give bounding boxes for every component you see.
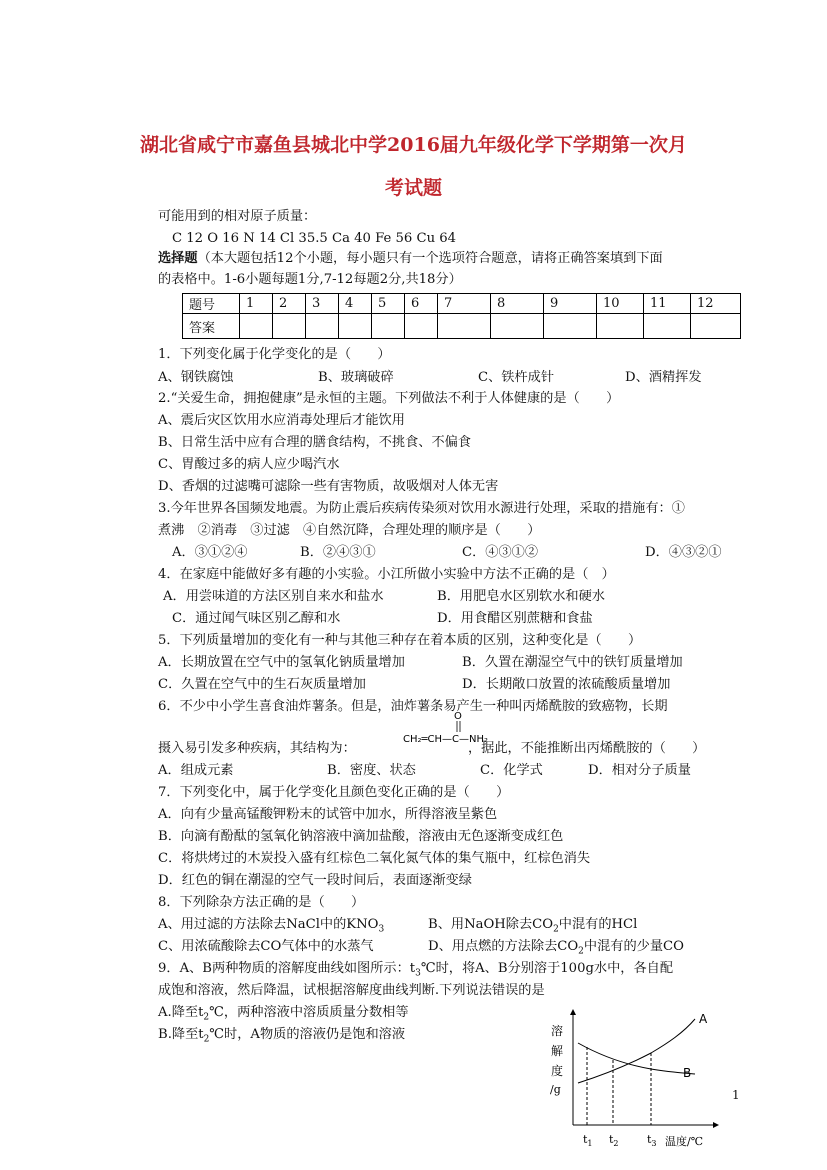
number-cell: 7 <box>438 294 491 314</box>
q9-stem-2: 成饱和溶液，然后降温，试根据溶解度曲线判断.下列说法错误的是 <box>158 983 545 998</box>
q6-stem-2b: ，据此，不能推断出丙烯酰胺的（ ） <box>468 741 706 756</box>
series-a-label: A <box>699 1012 708 1026</box>
q8-option-a <box>158 916 384 939</box>
q6-stem-2a: 摄入易引发多种疾病，其结构为： <box>158 741 356 756</box>
q9-b-sub: 2 <box>203 1034 210 1045</box>
solubility-chart <box>533 1005 733 1160</box>
tick-t3-base: t <box>647 1133 652 1146</box>
q3-stem-1: 3.今年世界各国频发地震。为防止震后疾病传染须对饮用水源进行处理，采取的措施有：① <box>158 501 685 516</box>
structure-oxygen: O <box>454 711 462 722</box>
q4-option-a: A．用尝味道的方法区别自来水和盐水 <box>163 589 384 604</box>
number-cell: 5 <box>372 294 405 314</box>
tick-t3-sub: 3 <box>651 1139 657 1148</box>
q9-stem-1b: ℃时，将A、B分别溶于100g水中，各自配 <box>420 961 674 976</box>
table-row-answers <box>183 314 741 339</box>
tick-t1 <box>583 1133 593 1148</box>
q4-option-b: B．用肥皂水区别软水和硬水 <box>437 589 605 604</box>
q3-option-d: D．④③②① <box>645 545 722 560</box>
title-line-1: 湖北省咸宁市嘉鱼县城北中学2016届九年级化学下学期第一次月 <box>140 134 687 156</box>
q4-stem: 4．在家庭中能做好多有趣的小实验。小江所做小实验中方法不正确的是（ ） <box>158 567 615 582</box>
q8-option-d <box>428 938 684 961</box>
q9-b-text-2: ℃时，A物质的溶液仍是饱和溶液 <box>209 1027 406 1042</box>
answer-cell[interactable] <box>306 314 339 339</box>
number-cell: 8 <box>491 294 544 314</box>
xlabel: 温度/℃ <box>665 1135 704 1148</box>
q3-option-c: C．④③①② <box>462 545 539 560</box>
q2-option-a: A、震后灾区饮用水应消毒处理后才能饮用 <box>158 413 405 428</box>
q4-option-c: C．通过闻气味区别乙醇和水 <box>172 611 341 626</box>
q1-option-c: C、铁杵成针 <box>478 370 555 385</box>
answer-cell[interactable] <box>691 314 741 339</box>
q9-a-text: A.降至t <box>158 1005 204 1020</box>
answer-cell[interactable] <box>544 314 597 339</box>
q8-option-c: C、用浓硫酸除去CO气体中的水蒸气 <box>158 939 374 954</box>
q7-option-c: C．将烘烤过的木炭投入盛有红棕色二氧化氮气体的集气瓶中，红棕色消失 <box>158 851 591 866</box>
answer-table <box>182 293 741 339</box>
number-cell: 2 <box>273 294 306 314</box>
q9-a-text-2: ℃，两种溶液中溶质质量分数相等 <box>209 1005 409 1020</box>
tick-t3 <box>647 1133 657 1148</box>
section-description <box>158 250 663 268</box>
q7-stem: 7．下列变化中，属于化学变化且颜色变化正确的是（ ） <box>158 785 510 800</box>
q9-b-text: B.降至t <box>158 1027 204 1042</box>
number-cell: 12 <box>691 294 741 314</box>
number-cell: 9 <box>544 294 597 314</box>
q9-a-sub: 2 <box>203 1012 210 1023</box>
q8-b-text-2: 中混有的HCl <box>558 917 638 932</box>
ylabel-4: /g <box>550 1083 561 1096</box>
q1-option-b: B、玻璃破碎 <box>318 370 394 385</box>
row-label-number: 题号 <box>183 294 240 314</box>
q5-option-d: D．长期敞口放置的浓硫酸质量增加 <box>462 677 671 692</box>
answer-cell[interactable] <box>644 314 691 339</box>
q2-option-c: C、胃酸过多的病人应少喝汽水 <box>158 457 340 472</box>
q2-option-b: B、日常生活中应有合理的膳食结构，不挑食、不偏食 <box>158 435 472 450</box>
q9-option-a <box>158 1004 409 1027</box>
answer-cell[interactable] <box>491 314 544 339</box>
title-line-2: 考试题 <box>384 177 442 199</box>
q8-stem: 8．下列除杂方法正确的是（ ） <box>158 895 365 910</box>
curve-a <box>578 1019 695 1083</box>
q6-option-a: A．组成元素 <box>158 763 234 778</box>
q7-option-a: A．向有少量高锰酸钾粉末的试管中加水，所得溶液呈紫色 <box>158 807 498 822</box>
q4-option-d: D．用食醋区别蔗糖和食盐 <box>437 611 593 626</box>
tick-t1-base: t <box>583 1133 588 1146</box>
curve-b <box>578 1043 695 1074</box>
solubility-chart-svg <box>533 1005 733 1160</box>
answer-cell[interactable] <box>597 314 644 339</box>
q9-stem-1a: 9．A、B两种物质的溶解度曲线如图所示：t <box>158 961 416 976</box>
ylabel-3: 度 <box>551 1064 564 1078</box>
tick-t1-sub: 1 <box>587 1139 593 1148</box>
q3-stem-2: 煮沸 ②消毒 ③过滤 ④自然沉降，合理处理的顺序是（ ） <box>158 523 541 538</box>
section-desc-2: 的表格中。1-6小题每题1分,7-12每题2分,共18分） <box>158 272 462 287</box>
table-row-numbers <box>183 294 741 314</box>
q8-b-text: B、用NaOH除去CO <box>428 917 554 932</box>
atomic-heading: 可能用到的相对原子质量： <box>158 209 317 224</box>
q9-option-b <box>158 1026 405 1049</box>
q2-stem: 2.“关爱生命，拥抱健康”是永恒的主题。下列做法不利于人体健康的是（ ） <box>158 391 620 406</box>
q7-option-d: D．红色的铜在潮湿的空气一段时间后，表面逐渐变绿 <box>158 873 472 888</box>
answer-cell[interactable] <box>273 314 306 339</box>
answer-cell[interactable] <box>372 314 405 339</box>
q8-option-b <box>428 916 637 939</box>
q8-a-sub: 3 <box>378 924 385 935</box>
q5-stem: 5．下列质量增加的变化有一种与其他三种存在着本质的区别，这种变化是（ ） <box>158 633 642 648</box>
number-cell: 3 <box>306 294 339 314</box>
answer-cell[interactable] <box>339 314 372 339</box>
q5-option-a: A．长期放置在空气中的氢氧化钠质量增加 <box>158 655 405 670</box>
q2-option-d: D、香烟的过滤嘴可滤除一些有害物质，故吸烟对人体无害 <box>158 479 499 494</box>
q6-option-d: D．相对分子质量 <box>588 763 691 778</box>
q1-option-a: A、钢铁腐蚀 <box>158 370 234 385</box>
q6-option-c: C．化学式 <box>480 763 543 778</box>
ylabel-2: 解 <box>551 1044 564 1058</box>
q3-option-b: B．②④③① <box>300 545 376 560</box>
tick-t2 <box>609 1133 619 1148</box>
q8-b-sub: 2 <box>553 924 559 935</box>
q9-stem-1 <box>158 960 673 983</box>
section-desc-1: （本大题包括12个小题，每小题只有一个选项符合题意，请将正确答案填到下面 <box>197 251 663 266</box>
q8-a-text: A、用过滤的方法除去NaCl中的KNO <box>158 917 379 932</box>
number-cell: 11 <box>644 294 691 314</box>
section-head: 选择题 <box>158 251 198 266</box>
number-cell: 1 <box>240 294 273 314</box>
q5-option-b: B．久置在潮湿空气中的铁钉质量增加 <box>462 655 683 670</box>
q5-option-c: C．久置在空气中的生石灰质量增加 <box>158 677 366 692</box>
q6-option-b: B．密度、状态 <box>327 763 416 778</box>
q1-option-d: D、酒精挥发 <box>625 370 702 385</box>
series-b-label: B <box>683 1066 692 1080</box>
q8-d-sub: 2 <box>578 946 584 957</box>
tick-t2-sub: 2 <box>613 1139 619 1148</box>
answer-cell[interactable] <box>405 314 438 339</box>
q7-option-b: B．向滴有酚酞的氢氧化钠溶液中滴加盐酸，溶液由无色逐渐变成红色 <box>158 829 564 844</box>
q3-option-a: A．③①②④ <box>172 545 248 560</box>
page-number: 1 <box>732 1088 740 1102</box>
q8-d-text-2: 中混有的少量CO <box>583 939 684 954</box>
q9-stem-sub: 3 <box>415 968 421 979</box>
number-cell: 4 <box>339 294 372 314</box>
ylabel-1: 溶 <box>551 1024 564 1038</box>
tick-t2-base: t <box>609 1133 614 1146</box>
number-cell: 6 <box>405 294 438 314</box>
q6-stem-1: 6．不少中小学生喜食油炸薯条。但是，油炸薯条易产生一种叫丙烯酰胺的致癌物，长期 <box>158 699 668 714</box>
answer-cell[interactable] <box>240 314 273 339</box>
number-cell: 10 <box>597 294 644 314</box>
row-label-answer: 答案 <box>183 314 240 339</box>
answer-cell[interactable] <box>438 314 491 339</box>
structure-chain: CH₂═CH—C—NH₂ <box>403 734 489 745</box>
atomic-masses: C 12 O 16 N 14 Cl 35.5 Ca 40 Fe 56 Cu 64 <box>172 231 457 246</box>
q8-d-text: D、用点燃的方法除去CO <box>428 939 579 954</box>
q1-stem: 1．下列变化属于化学变化的是（ ） <box>158 347 391 362</box>
